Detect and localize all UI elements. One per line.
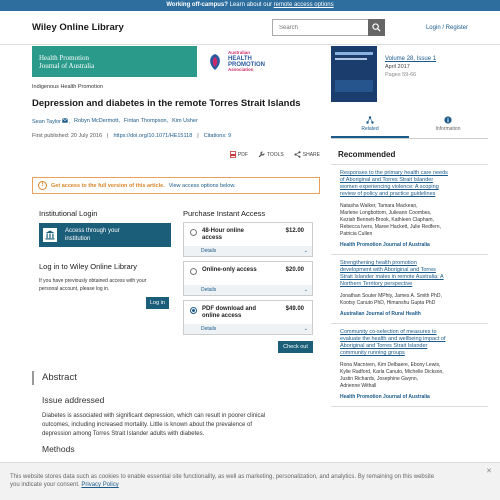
article-meta: First published: 20 July 2016 | https://doi.org/10.1071/HE15118 | Citations: 9: [32, 133, 232, 139]
methods-heading: Methods: [42, 444, 75, 454]
option-name: [202, 228, 280, 242]
aha-line3: PROMOTION: [228, 61, 265, 68]
purchase-panel: [183, 209, 313, 353]
author-name[interactable]: Robyn McDermott: [74, 118, 119, 124]
wiley-login-text: [39, 277, 171, 293]
abstract-line: depression among Torres Strait Islander adults with diabetes.: [42, 431, 205, 437]
author-name[interactable]: Fintan Thompson: [123, 118, 167, 124]
tab-related[interactable]: [331, 114, 409, 138]
share-button[interactable]: [294, 151, 320, 158]
chevron-down-icon: ⌄: [303, 287, 308, 293]
search-box: [272, 19, 385, 36]
author-name[interactable]: Sean Taylor: [32, 119, 61, 125]
access-institution-line1: Access through your: [65, 228, 120, 234]
issue-pages: Pages 59-66: [385, 72, 417, 78]
abstract-heading: Abstract: [32, 371, 320, 385]
tools-label: TOOLS: [266, 151, 284, 158]
share-icon: [294, 151, 301, 158]
purchase-heading: Purchase Instant Access: [183, 209, 266, 218]
journal-banner[interactable]: [32, 46, 320, 77]
option-name-line1: Online-only access: [202, 267, 257, 273]
info-icon: [409, 116, 487, 126]
abstract-line: outcomes, including increased mortality. Little is known about the prevalence of: [42, 422, 253, 428]
search-button[interactable]: [368, 19, 385, 36]
access-institution-line2: institution: [65, 236, 91, 242]
option-name-line1: PDF download and: [202, 306, 256, 312]
doi-link[interactable]: https://doi.org/10.1071/HE15118: [113, 133, 193, 139]
option-radio[interactable]: [190, 268, 197, 275]
access-notice-text: Get access to the full version of this article.: [51, 182, 165, 189]
author-link[interactable]: Sean Taylor ,: [32, 119, 71, 125]
chevron-down-icon: ⌄: [303, 326, 308, 332]
banner-text: Learn about our: [227, 2, 274, 8]
author-link[interactable]: Kim Usher: [172, 118, 198, 124]
cookie-text-line1: This website stores data such as cookies to enable essential site functionality, as well as marketing, personalization, and analytics. By remaining on this website: [10, 474, 435, 480]
aha-line2: HEALTH: [228, 55, 252, 62]
login-register-link[interactable]: Login / Register: [425, 24, 468, 31]
recommended-authors: Natasha Walker, Tamara Mackean, Marlene Longbottom, Julieann Coombes, Keziah Bennett-Brook, Kathleen Clapham, Rebecca Ivers, Maree Hackett, Julie Redfern, Patricia Cullen: [340, 203, 441, 237]
aha-logo-icon: [205, 52, 225, 72]
abstract-line: Diabetes is associated with significant depression, which can result in poorer clinical: [42, 413, 266, 419]
article-section: Indigenous Health Promotion: [32, 84, 103, 90]
site-logo[interactable]: Wiley Online Library: [32, 22, 124, 33]
institutional-login-panel: [39, 209, 171, 309]
journal-cover-image[interactable]: [331, 46, 377, 102]
access-institution-button[interactable]: [39, 223, 171, 247]
article-header: [32, 46, 320, 158]
access-options-link[interactable]: View access options below.: [168, 182, 236, 189]
option-details-toggle[interactable]: [184, 285, 312, 295]
author-link[interactable]: Fintan Thompson,: [123, 118, 169, 124]
tab-information[interactable]: [409, 114, 487, 138]
recommended-title-link[interactable]: Community co-selection of measures to evaluate the health and wellbeing impact of Aboriginal and Torres Strait Islander community running groups: [340, 329, 446, 356]
option-details-toggle[interactable]: [184, 246, 312, 256]
author-link[interactable]: Robyn McDermott,: [74, 118, 120, 124]
privacy-policy-link[interactable]: Privacy Policy: [81, 482, 119, 488]
citations-link[interactable]: Citations: 9: [203, 133, 232, 139]
author-list: [32, 118, 320, 125]
email-icon: [62, 118, 68, 123]
wiley-login-heading: Log in to Wiley Online Library: [39, 262, 137, 271]
recommended-authors: Jonathan Souter MPhty, James A. Smith PhD, Kootsy Canuto PhD, Himanshu Gupta PhD: [340, 293, 442, 306]
chevron-down-icon: ⌄: [303, 248, 308, 254]
aha-line4: Association: [228, 66, 254, 72]
issue-info: [331, 46, 488, 102]
cookie-notice: [0, 462, 500, 500]
pdf-icon: [230, 151, 236, 158]
article-title: Depression and diabetes in the remote Torres Strait Islands: [32, 98, 301, 109]
purchase-option[interactable]: [183, 261, 313, 296]
option-radio-selected[interactable]: [190, 307, 197, 314]
option-radio[interactable]: [190, 229, 197, 236]
abstract-paragraph: [32, 412, 320, 439]
pdf-button[interactable]: [230, 151, 248, 158]
issue-addressed-heading: Issue addressed: [42, 395, 105, 405]
recommended-item: [331, 255, 488, 324]
banner-bold: Working off-campus?: [166, 2, 228, 8]
purchase-option[interactable]: [183, 300, 313, 335]
wrench-icon: [258, 151, 265, 158]
checkout-button[interactable]: Check out: [278, 341, 313, 353]
recommended-item: [331, 324, 488, 407]
option-details-toggle[interactable]: [184, 324, 312, 334]
institution-icon: [43, 228, 57, 242]
abstract-section: [32, 371, 320, 454]
cookie-text-line2: you indicate your consent.: [10, 482, 82, 488]
option-name-line2: access: [202, 235, 223, 241]
issue-sidebar: [331, 46, 488, 139]
aha-logo: [197, 46, 320, 77]
purchase-option[interactable]: [183, 222, 313, 257]
login-button[interactable]: Log in: [146, 297, 169, 309]
details-label: Details: [201, 287, 217, 293]
site-header: [0, 11, 500, 45]
recommended-panel: [331, 150, 488, 407]
option-name-line1: 48-Hour online: [202, 228, 245, 234]
recommended-title-link[interactable]: Strengthening health promotion development with Aboriginal and Torres Strait Islander males in remote Australia: A Northern Territory perspective: [340, 260, 444, 287]
option-price: $20.00: [285, 267, 304, 273]
first-published-date: 20 July 2016: [70, 133, 103, 139]
search-icon: [372, 23, 381, 32]
option-name: [202, 306, 280, 320]
recommended-journal-link[interactable]: Health Promotion Journal of Australia: [340, 242, 430, 248]
tools-button[interactable]: [258, 151, 284, 158]
recommended-heading: Recommended: [331, 150, 488, 165]
recommended-journal-link[interactable]: Health Promotion Journal of Australia: [340, 394, 430, 400]
volume-issue-link[interactable]: Volume 28, Issue 1: [385, 56, 437, 62]
institutional-login-heading: Institutional Login: [39, 209, 98, 218]
recommended-authors: Rona Macniven, Kim Delbaere, Ebony Lewis, Kylie Radford, Karla Canuto, Michelle Dickson, Justin Richards, Josephine Gwynn, Adrienne Withall: [340, 362, 444, 389]
details-label: Details: [201, 248, 217, 254]
journal-title-line2: Journal of Australia: [39, 61, 95, 70]
close-icon[interactable]: ✕: [486, 468, 492, 475]
aha-logo-text: [228, 51, 265, 72]
tab-information-label: Information: [435, 126, 461, 132]
recommended-journal-link[interactable]: Australian Journal of Rural Health: [340, 311, 421, 317]
first-published-label: First published:: [32, 133, 70, 139]
remote-access-banner: [0, 0, 500, 11]
option-name: [202, 267, 280, 274]
journal-title: [32, 54, 197, 70]
option-price: $12.00: [285, 228, 304, 234]
details-label: Details: [201, 326, 217, 332]
option-price: $49.00: [285, 306, 304, 312]
recommended-title-link[interactable]: Responses to the primary health care needs of Aboriginal and Torres Strait Islander women experiencing violence: A scoping review of policy and practice guidelines: [340, 170, 448, 197]
wiley-login-text-line1: If you have previously obtained access with your: [39, 278, 147, 284]
article-actions: [32, 151, 320, 158]
access-notice: [32, 177, 320, 194]
network-icon: [331, 116, 409, 126]
issue-date: April 2017: [385, 64, 410, 70]
recommended-item: [331, 165, 488, 255]
option-name-line2: online access: [202, 313, 242, 319]
share-label: SHARE: [302, 151, 320, 158]
journal-title-line1: Health Promotion: [39, 53, 89, 62]
aha-line1: Australian: [228, 50, 251, 55]
pdf-label: PDF: [237, 151, 248, 158]
search-input[interactable]: [272, 19, 369, 36]
tab-related-label: Related: [361, 126, 379, 132]
warning-icon: !: [38, 181, 47, 190]
sidebar-tabs: [331, 114, 488, 139]
remote-access-link[interactable]: remote access options: [273, 2, 334, 8]
wiley-login-text-line2: personal account, please log in.: [39, 286, 110, 292]
